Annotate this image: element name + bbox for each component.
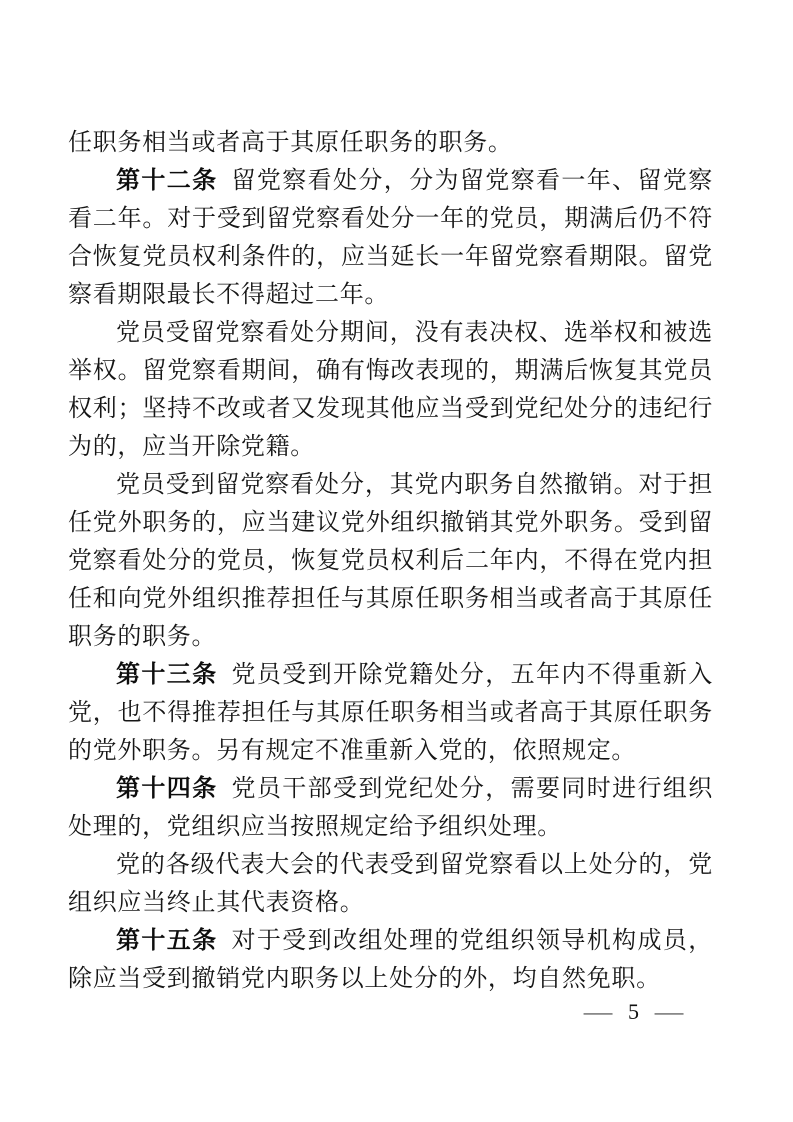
- paragraph-text: 党员受到开除党籍处分，五年内不得重新入党，也不得推荐担任与其原任职务相当或者高于其原任职务的党外职务。另有规定不准重新入党的，依照规定。: [68, 662, 713, 764]
- paragraph-text: 留党察看处分，分为留党察看一年、留党察看二年。对于受到留党察看处分一年的党员，期满后仍不符合恢复党员权利条件的，应当延长一年留党察看期限。留党察看期限最长不得超过二年。: [68, 168, 713, 308]
- footer-left-dash: —: [583, 999, 613, 1024]
- footer-right-dash: —: [654, 999, 684, 1024]
- article-number: 第十三条: [116, 662, 218, 688]
- page-number: [583, 998, 684, 1026]
- footer-page-number: 5: [628, 999, 639, 1024]
- paragraph-article-12: [68, 162, 713, 314]
- paragraph-text: 党员受留党察看处分期间，没有表决权、选举权和被选举权。留党察看期间，确有悔改表现的，期满后恢复其党员权利；坚持不改或者又发现其他应当受到党纪处分的违纪行为的，应当开除党籍。: [68, 320, 713, 460]
- paragraph-article-14: [68, 770, 713, 846]
- paragraph-text: 对于受到改组处理的党组织领导机构成员，除应当受到撤销党内职务以上处分的外，均自然免职。: [68, 928, 713, 992]
- document-body: [68, 124, 713, 998]
- paragraph: [68, 466, 713, 656]
- paragraph: [68, 846, 713, 922]
- article-number: 第十二条: [116, 168, 218, 194]
- paragraph-text: 党的各级代表大会的代表受到留党察看以上处分的，党组织应当终止其代表资格。: [68, 852, 713, 916]
- paragraph-text: 任职务相当或者高于其原任职务的职务。: [68, 130, 513, 156]
- paragraph-article-13: [68, 656, 713, 770]
- article-number: 第十四条: [116, 776, 218, 802]
- article-number: 第十五条: [116, 928, 218, 954]
- paragraph: [68, 314, 713, 466]
- paragraph-continuation: [68, 124, 713, 162]
- paragraph-article-15: [68, 922, 713, 998]
- paragraph-text: 党员干部受到党纪处分，需要同时进行组织处理的，党组织应当按照规定给予组织处理。: [68, 776, 713, 840]
- paragraph-text: 党员受到留党察看处分，其党内职务自然撤销。对于担任党外职务的，应当建议党外组织撤销其党外职务。受到留党察看处分的党员，恢复党员权利后二年内，不得在党内担任和向党外组织推荐担任与其原任职务相当或者高于其原任职务的职务。: [68, 472, 713, 650]
